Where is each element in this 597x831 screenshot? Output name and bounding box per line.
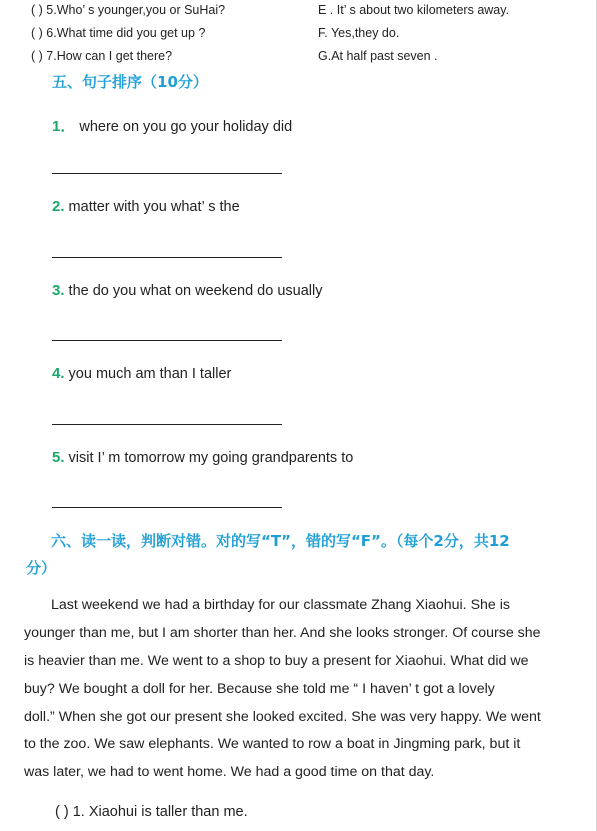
matching-question-7: ( ) 7.How can I get there? [31, 49, 173, 63]
matching-answer-g: G.At half past seven . [318, 49, 438, 63]
matching-answer-f: F. Yes,they do. [318, 26, 400, 40]
reorder-question-4 [52, 365, 231, 382]
section5-title: 五、句子排序（10分） [52, 73, 208, 91]
answer-line-4[interactable] [52, 424, 282, 425]
matching-question-5: ( ) 5.Who’ s younger,you or SuHai? [31, 3, 226, 17]
true-false-statement-1: ( ) 1. Xiaohui is taller than me. [55, 804, 248, 820]
question-number: 3. [52, 282, 65, 299]
question-number: 5. [52, 449, 65, 466]
passage-line: was later, we had to went home. We had a good time on that day. [24, 764, 435, 781]
section6-title-line1: 六、读一读，判断对错。对的写“T”，错的写“F”。（每个2分，共12 [51, 532, 510, 550]
reorder-question-3 [52, 282, 322, 299]
passage-line: buy? We bought a doll for her. Because she told me “ I haven’ t got a lovely [24, 680, 495, 697]
passage-line: younger than me, but I am shorter than her. And she looks stronger. Of course she [24, 624, 541, 641]
question-text: visit I’ m tomorrow my going grandparents to [68, 450, 354, 466]
question-number: 2. [52, 198, 65, 215]
passage-line: Last weekend we had a birthday for our classmate Zhang Xiaohui. She is [51, 597, 510, 613]
reorder-question-2 [52, 198, 240, 215]
question-text: you much am than I taller [68, 366, 232, 382]
passage-line: to the zoo. We saw elephants. We wanted to row a boat in Jingming park, but it [24, 736, 521, 753]
answer-line-5[interactable] [52, 507, 282, 508]
passage-line: is heavier than me. We went to a shop to buy a present for Xiaohui. What did we [24, 652, 529, 669]
reorder-question-5 [52, 449, 353, 466]
passage-line: doll.” When she got our present she looked excited. She was very happy. We went [24, 708, 541, 725]
answer-line-2[interactable] [52, 257, 282, 258]
answer-line-1[interactable] [52, 173, 282, 174]
section6-title [26, 528, 566, 582]
matching-question-6: ( ) 6.What time did you get up ? [31, 26, 206, 40]
question-text: matter with you what’ s the [68, 199, 240, 215]
reorder-question-1 [52, 115, 292, 136]
answer-line-3[interactable] [52, 340, 282, 341]
matching-answer-e: E . It’ s about two kilometers away. [318, 3, 510, 17]
question-text: where on you go your holiday did [79, 119, 293, 135]
question-text: the do you what on weekend do usually [68, 283, 323, 299]
section6-title-line2: 分） [26, 559, 57, 577]
question-number: 4. [52, 365, 65, 382]
reading-passage [24, 592, 580, 787]
question-number: 1． [52, 118, 76, 135]
